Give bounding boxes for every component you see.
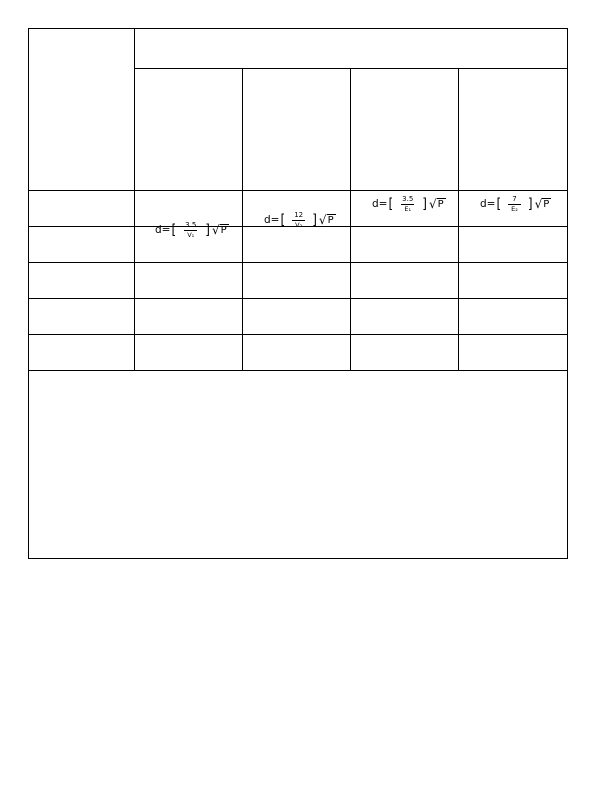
- table-cell: [459, 263, 568, 299]
- formula-4-numerator: 7: [512, 194, 517, 203]
- table-cell: [29, 191, 135, 227]
- formula-3-radicand: P: [437, 198, 444, 210]
- notes-cell: [29, 371, 568, 559]
- table-cell: [459, 335, 568, 371]
- table-cell: [29, 227, 135, 263]
- formula-4-close-bracket: ]: [527, 195, 533, 212]
- sqrt-icon: √: [428, 196, 437, 211]
- table-cell: [243, 227, 351, 263]
- formula-3-sqrt: [429, 198, 446, 210]
- formula-3-close-bracket: ]: [422, 195, 427, 212]
- formula-4-fraction: [508, 196, 521, 213]
- formula-cell-2: [243, 69, 351, 229]
- formula-4-lhs: d=: [480, 197, 496, 210]
- table-cell: [29, 263, 135, 299]
- formula-1-radicand: P: [220, 224, 227, 236]
- table-cell: [351, 299, 459, 335]
- table-cell: [351, 335, 459, 371]
- formula-2-fraction: [292, 212, 305, 229]
- group-header-cell: [135, 29, 568, 69]
- table-cell: [135, 263, 243, 299]
- formula-2-open-bracket: [: [280, 211, 286, 228]
- table-cell: [351, 227, 459, 263]
- table-cell: [135, 299, 243, 335]
- formula-4-open-bracket: [: [496, 195, 502, 212]
- table-cell: [459, 299, 568, 335]
- formula-3-numerator: 3.5: [402, 194, 414, 203]
- row-header-corner-cell: [29, 29, 135, 191]
- formula-2-radicand: P: [327, 214, 334, 226]
- formula-1-open-bracket: [: [171, 221, 177, 238]
- formula-cell-4: [459, 69, 568, 213]
- formula-4-radicand: P: [543, 198, 550, 210]
- formula-4-denominator: E₂: [508, 204, 521, 213]
- table-row: [29, 227, 568, 263]
- formula-1-denominator: V₁: [184, 230, 197, 239]
- formula-1-lhs: d=: [155, 223, 171, 236]
- formula-2-lhs: d=: [264, 213, 280, 226]
- table-cell: [351, 263, 459, 299]
- formula-3-fraction: [400, 196, 415, 213]
- table-row: [29, 299, 568, 335]
- formula-1-close-bracket: ]: [205, 221, 210, 238]
- formula-cell-3: [351, 69, 459, 213]
- formula-cell-1: [135, 69, 243, 239]
- formula-2-denominator: V₂: [292, 220, 305, 229]
- formula-3-open-bracket: [: [388, 195, 394, 212]
- sqrt-icon: √: [318, 212, 327, 227]
- table-cell: [243, 263, 351, 299]
- formula-2-sqrt: [319, 214, 336, 226]
- formula-1-numerator: 3.5: [185, 220, 197, 229]
- table-cell: [243, 335, 351, 371]
- formula-table: [28, 28, 568, 559]
- formula-2-numerator: 12: [294, 210, 304, 219]
- table-row: [29, 335, 568, 371]
- formula-1-sqrt: [212, 224, 229, 236]
- table-row: [29, 263, 568, 299]
- formula-3-denominator: E₁: [401, 204, 414, 213]
- formula-4-sqrt: [535, 198, 552, 210]
- formula-2-close-bracket: ]: [312, 211, 317, 228]
- sqrt-icon: √: [211, 222, 220, 237]
- table-cell: [243, 299, 351, 335]
- table-cell: [29, 335, 135, 371]
- table-cell: [29, 299, 135, 335]
- formula-1-fraction: [183, 222, 198, 239]
- formula-3-lhs: d=: [372, 197, 388, 210]
- table-cell: [135, 335, 243, 371]
- sqrt-icon: √: [534, 196, 543, 211]
- table-cell: [459, 227, 568, 263]
